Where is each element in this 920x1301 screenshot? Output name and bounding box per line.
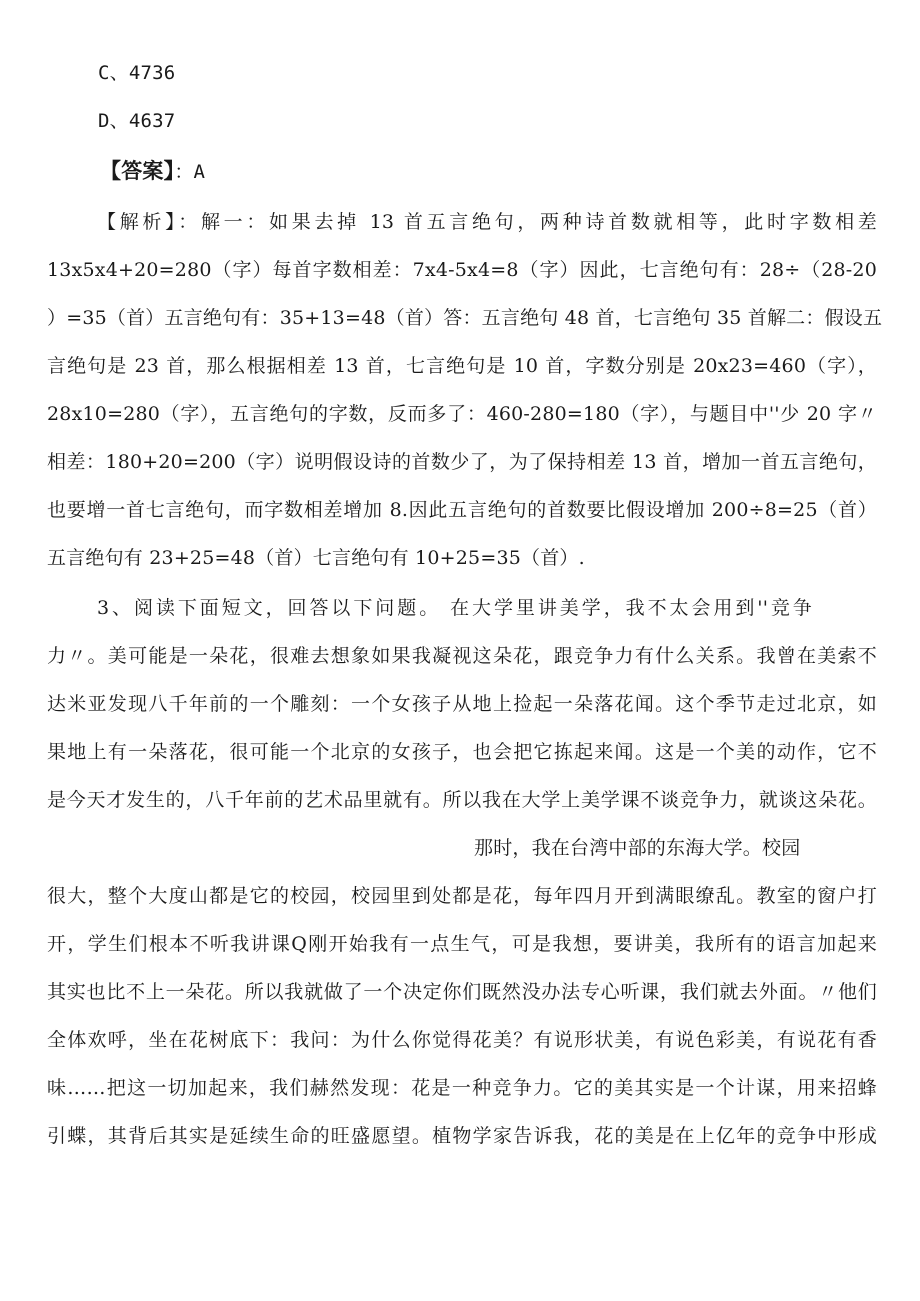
question3-line: 力〃。美可能是一朵花，很难去想象如果我凝视这朵花，跟竞争力有什么关系。我曾在美索不 <box>47 645 877 667</box>
analysis-line: ）=35（首）五言绝句有：35+13=48（首）答：五言绝句 48 首，七言绝句 35 首解二：假设五 <box>47 307 883 329</box>
analysis-line: 28x10=280（字），五言绝句的字数，反而多了：460-280=180（字），与题目中''少 20 字〃 <box>47 403 877 425</box>
question3-line: 很大，整个大度山都是它的校园，校园里到处都是花，每年四月开到满眼缭乱。教室的窗户打 <box>47 885 877 907</box>
question3-line: 开，学生们根本不听我讲课Q刚开始我有一点生气，可是我想，要讲美，我所有的语言加起来 <box>47 933 877 955</box>
question3-line: 味……把这一切加起来，我们赫然发现：花是一种竞争力。它的美其实是一个计谋，用来招蜂 <box>47 1077 877 1099</box>
analysis-line: 13x5x4+20=280（字）每首字数相差：7x4-5x4=8（字）因此，七言绝句有：28÷（28-20 <box>47 259 877 281</box>
question3-line: 3、阅读下面短文，回答以下问题。 在大学里讲美学，我不太会用到''竞争 <box>97 597 812 619</box>
answer-value: ：A <box>174 161 206 183</box>
answer-line <box>100 159 205 184</box>
question3-line: 全体欢呼，坐在花树底下：我问：为什么你觉得花美？有说形状美，有说色彩美，有说花有香 <box>47 1029 877 1051</box>
option-d: D、4637 <box>98 110 176 132</box>
question3-line: 是今天才发生的，八千年前的艺术品里就有。所以我在大学上美学课不谈竞争力，就谈这朵花。 <box>47 789 877 811</box>
option-c: C、4736 <box>98 62 176 84</box>
analysis-line: 五言绝句有 23+25=48（首）七言绝句有 10+25=35（首）. <box>47 547 585 569</box>
analysis-line: 【解析】：解一：如果去掉 13 首五言绝句，两种诗首数就相等，此时字数相差 <box>97 211 877 233</box>
question3-line: 引蝶，其背后其实是延续生命的旺盛愿望。植物学家告诉我，花的美是在上亿年的竞争中形成 <box>47 1125 877 1147</box>
analysis-line: 也要增一首七言绝句，而字数相差增加 8.因此五言绝句的首数要比假设增加 200÷8=25（首） <box>47 499 877 521</box>
question3-line: 达米亚发现八千年前的一个雕刻：一个女孩子从地上捡起一朵落花闻。这个季节走过北京，如 <box>47 693 877 715</box>
question3-line: 果地上有一朵落花，很可能一个北京的女孩子，也会把它拣起来闻。这是一个美的动作，它不 <box>47 741 877 763</box>
analysis-line: 言绝句是 23 首，那么根据相差 13 首，七言绝句是 10 首，字数分别是 20x23=460（字）， <box>47 355 877 377</box>
answer-label: 【答案】 <box>100 159 175 183</box>
question3-line: 那时，我在台湾中部的东海大学。校园 <box>474 837 801 859</box>
question3-line: 其实也比不上一朵花。所以我就做了一个决定你们既然没办法专心听课，我们就去外面。〃他们 <box>47 981 877 1003</box>
analysis-line: 相差：180+20=200（字）说明假设诗的首数少了，为了保持相差 13 首，增加一首五言绝句， <box>47 451 877 473</box>
